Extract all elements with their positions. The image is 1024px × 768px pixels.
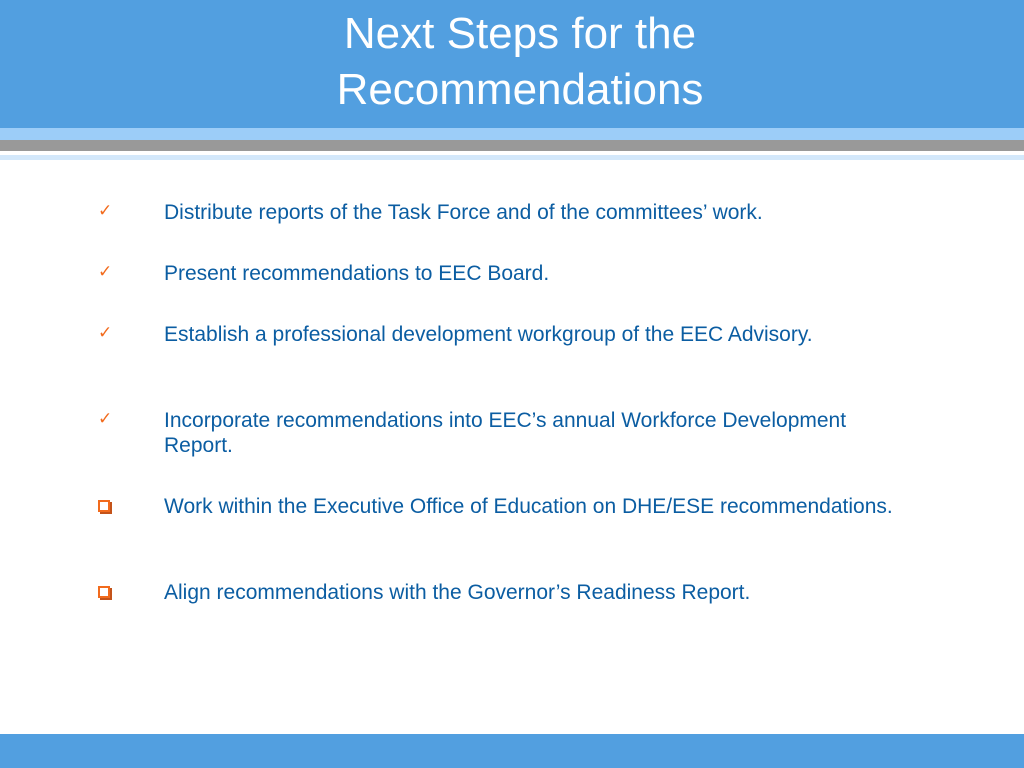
check-icon: ✓ — [98, 323, 113, 343]
check-icon: ✓ — [98, 201, 113, 221]
box-icon — [98, 500, 110, 512]
list-item-text: Work within the Executive Office of Education on DHE/ESE recommendations. — [164, 495, 893, 518]
list-item-text: Distribute reports of the Task Force and of the committees’ work. — [164, 201, 763, 224]
check-icon: ✓ — [98, 262, 113, 282]
list-item-text: Present recommendations to EEC Board. — [164, 262, 550, 285]
footer-band — [0, 734, 1024, 768]
list-item-text: Incorporate recommendations into EEC’s annual Workforce Development Report. — [164, 409, 847, 457]
box-icon — [98, 586, 110, 598]
list-item-text: Establish a professional development workgroup of the EEC Advisory. — [164, 323, 813, 346]
list-item-text: Align recommendations with the Governor’s Readiness Report. — [164, 581, 751, 604]
slide-title-line-1: Next Steps for the — [343, 9, 697, 58]
check-icon: ✓ — [98, 409, 113, 429]
slide-title-line-2: Recommendations — [336, 65, 704, 114]
